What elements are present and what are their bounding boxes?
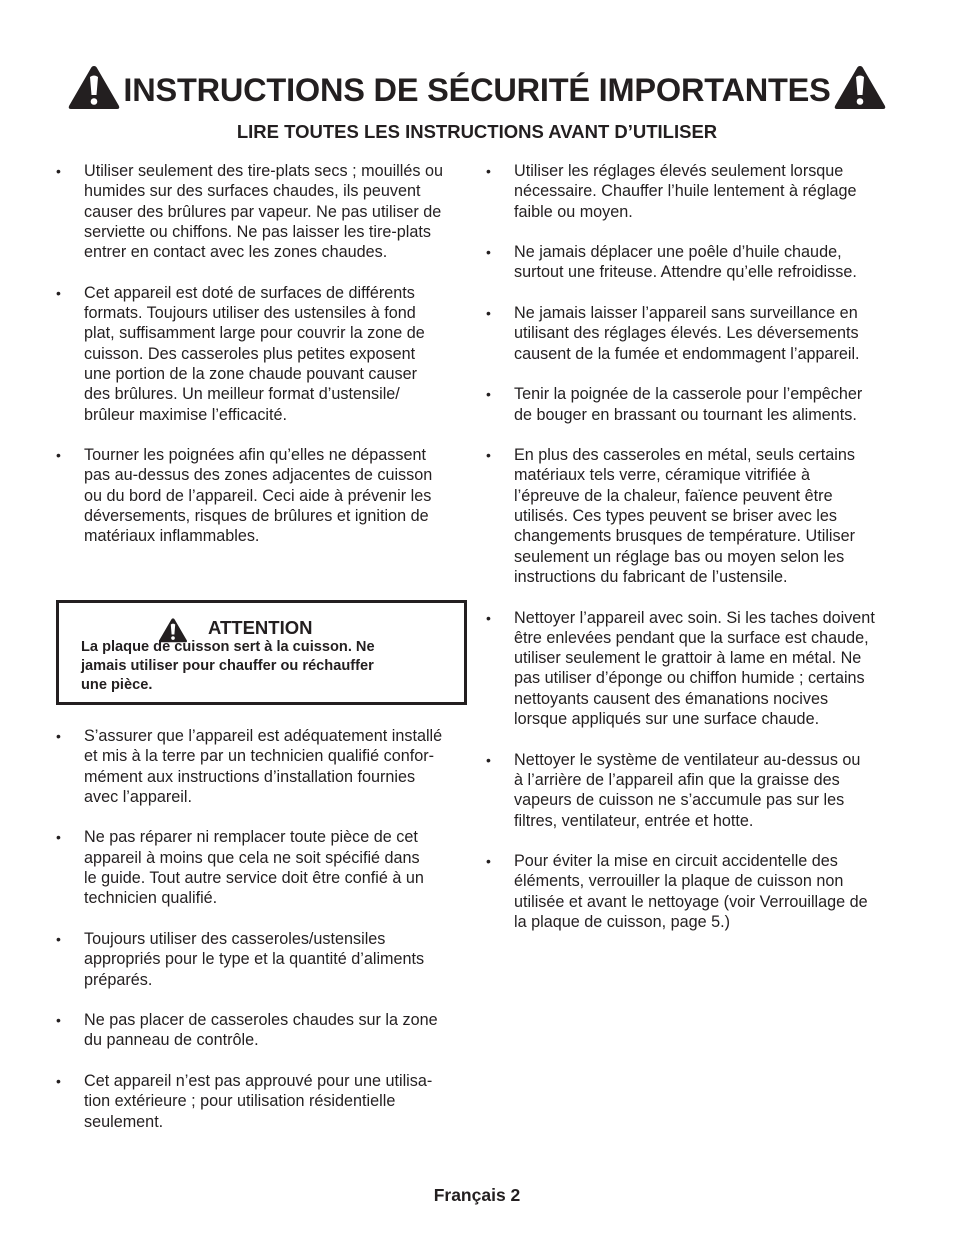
warning-triangle-icon [833, 64, 887, 110]
right-column [486, 161, 902, 953]
page-number: Français 2 [433, 1185, 521, 1205]
list-item-text: En plus des casseroles en métal, seuls certains matériaux tels verre, céramique vitrifiée à l’épreuve de la chaleur, faïence peuvent être utilisés. Ces types peuvent se briser avec les changements brusques de température. Utiliser seulement un réglage bas ou moyen selon les instructions du fabricant de l’ustensile. [514, 446, 856, 586]
bullet-list [56, 726, 468, 1132]
list-item-text: Cet appareil est doté de surfaces de différents formats. Toujours utiliser des ustensiles à fond plat, suffisamment large pour couvrir la zone de cuisson. Des casseroles plus petites exposent une portion de la zone chaude pouvant causer des brûlures. Un meilleur format d’ustensile/ brûleur maximise l’efficacité. [84, 283, 425, 424]
list-item [486, 384, 902, 425]
list-item [56, 283, 468, 425]
list-item [486, 750, 902, 831]
list-item [486, 608, 902, 730]
attention-title: ATTENTION [208, 617, 313, 638]
list-item [486, 161, 902, 222]
page-title: INSTRUCTIONS DE SÉCURITÉ IMPORTANTES [123, 71, 831, 108]
list-item [56, 161, 468, 262]
list-item-text: Nettoyer le système de ventilateur au-dessus ou à l’arrière de l’appareil afin que la graisse des vapeurs de cuisson ne s’accumule pas sur les filtres, ventilateur, entrée et hotte. [514, 750, 861, 830]
page-subtitle: LIRE TOUTES LES INSTRUCTIONS AVANT D’UTILISER [236, 121, 718, 142]
list-item-text: Ne jamais laisser l’appareil sans surveillance en utilisant des réglages élevés. Les déversements causent de la fumée et endommagent l’appareil. [514, 304, 860, 363]
list-item-text: Tourner les poignées afin qu’elles ne dépassent pas au-dessus des zones adjacentes de cuisson ou du bord de l’appareil. Ceci aide à prévenir les déversements, risques de brûlures et ignition de matériaux inflammables. [84, 446, 433, 546]
bullet-list [56, 161, 468, 547]
list-item [56, 1010, 468, 1051]
list-item-text: Ne jamais déplacer une poêle d’huile chaude, surtout une friteuse. Attendre qu’elle refroidisse. [514, 243, 857, 282]
list-item-text: Utiliser les réglages élevés seulement lorsque nécessaire. Chauffer l’huile lentement à réglage faible ou moyen. [514, 162, 857, 221]
list-item-text: Ne pas réparer ni remplacer toute pièce de cet appareil à moins que cela ne soit spécifié dans le guide. Tout autre service doit être confié à un technicien qualifié. [84, 828, 424, 908]
list-item [486, 851, 902, 932]
attention-text: La plaque de cuisson sert à la cuisson. Ne jamais utiliser pour chauffer ou réchauffer une pièce. [81, 639, 375, 693]
warning-triangle-icon [67, 64, 121, 110]
list-item [56, 445, 468, 546]
list-item-text: S’assurer que l’appareil est adéquatement installé et mis à la terre par un technicien qualifié confor- mément aux instructions d’installation fournies avec l’appareil. [84, 727, 443, 806]
list-item [486, 242, 902, 283]
list-item-text: Tenir la poignée de la casserole pour l’empêcher de bouger en brassant ou tournant les aliments. [514, 385, 863, 424]
list-item-text: Cet appareil n’est pas approuvé pour une utilisa- tion extérieure ; pour utilisation résidentielle seulement. [84, 1072, 433, 1131]
bullet-list [486, 161, 902, 932]
list-item-text: Utiliser seulement des tire-plats secs ; mouillés ou humides sur des surfaces chaudes, ils peuvent causer des brûlures par vapeur. Ne pas utiliser de serviette ou chiffons. Ne pas laisser les tire-plats entrer en contact avec les zones chaudes. [84, 162, 443, 262]
list-item [56, 929, 468, 990]
list-item [56, 1071, 468, 1132]
list-item [56, 827, 468, 908]
list-item-text: Nettoyer l’appareil avec soin. Si les taches doivent être enlevées pendant que la surface est chaude, utiliser seulement le grattoir à lame en métal. Ne pas utiliser d’éponge ou chiffon humide ; certains nettoyants causent des émanations nocives lorsque appliqués sur une surface chaude. [514, 608, 875, 729]
page-header [0, 64, 954, 110]
left-column [56, 161, 468, 567]
attention-box [56, 600, 467, 705]
left-column-lower [56, 726, 468, 1152]
list-item [486, 445, 902, 587]
list-item [56, 726, 468, 807]
list-item-text: Pour éviter la mise en circuit accidentelle des éléments, verrouiller la plaque de cuisson non utilisée et avant le nettoyage (voir Verrouillage de la plaque de cuisson, page 5.) [514, 852, 868, 931]
list-item-text: Ne pas placer de casseroles chaudes sur la zone du panneau de contrôle. [84, 1011, 438, 1050]
list-item [486, 303, 902, 364]
list-item-text: Toujours utiliser des casseroles/ustensiles appropriés pour le type et la quantité d’aliments préparés. [84, 929, 425, 989]
